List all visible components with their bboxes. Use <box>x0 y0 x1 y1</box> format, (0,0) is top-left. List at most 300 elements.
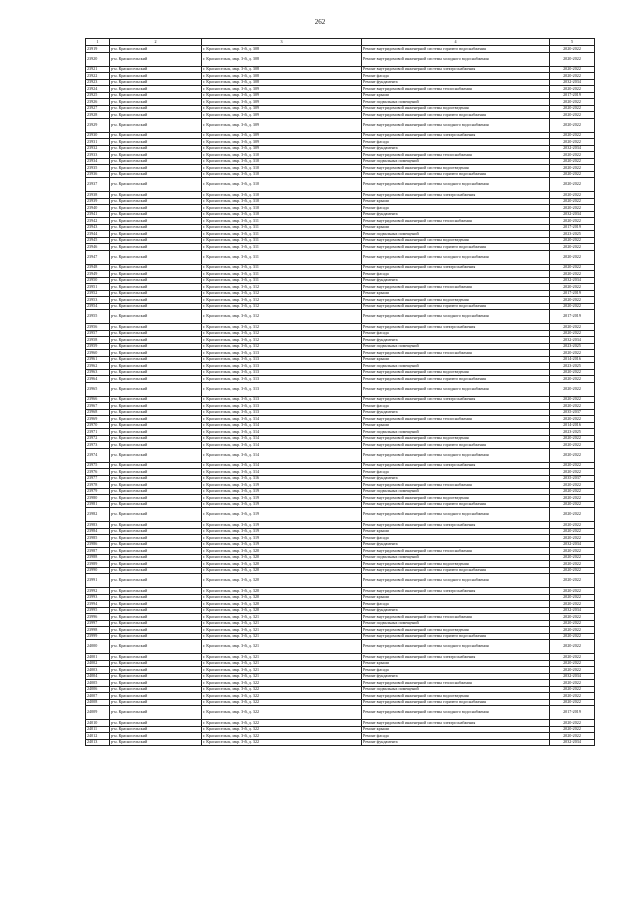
row-number: 23927 <box>86 105 110 112</box>
table-row <box>86 448 595 462</box>
work-type-cell: Ремонт фундамента <box>362 607 550 614</box>
district-cell: р-н. Красносельский <box>110 271 202 278</box>
district-cell: р-н. Красносельский <box>110 475 202 482</box>
address-cell: г. Красносельск, мкр. 3-й, д. 312 <box>202 290 362 297</box>
work-type-cell: Ремонт фасада <box>362 667 550 674</box>
address-cell: г. Красносельск, мкр. 3-й, д. 312 <box>202 284 362 291</box>
period-cell: 2020-2022 <box>550 139 595 146</box>
work-type-cell: Ремонт фасада <box>362 535 550 542</box>
period-cell: 2020-2022 <box>550 66 595 73</box>
work-type-cell: Ремонт внутридомовой инженерной системы теплоснабжения <box>362 680 550 687</box>
district-cell: р-н. Красносельский <box>110 567 202 574</box>
row-number: 23955 <box>86 310 110 324</box>
district-cell: р-н. Красносельский <box>110 369 202 376</box>
period-cell: 2020-2022 <box>550 462 595 469</box>
period-cell: 2020-2022 <box>550 198 595 205</box>
period-cell: 2020-2022 <box>550 640 595 654</box>
district-cell: р-н. Красносельский <box>110 614 202 621</box>
row-number: 23999 <box>86 633 110 640</box>
period-cell: 2020-2022 <box>550 73 595 80</box>
district-cell: р-н. Красносельский <box>110 324 202 331</box>
address-cell: г. Красносельск, мкр. 3-й, д. 322 <box>202 706 362 720</box>
row-number: 23960 <box>86 350 110 357</box>
work-type-cell: Ремонт внутридомовой инженерной системы электроснабжения <box>362 264 550 271</box>
district-cell: р-н. Красносельский <box>110 435 202 442</box>
address-cell: г. Красносельск, мкр. 3-й, д. 321 <box>202 640 362 654</box>
district-cell: р-н. Красносельский <box>110 86 202 93</box>
district-cell: р-н. Красносельский <box>110 601 202 608</box>
period-cell: 2023-2025 <box>550 429 595 436</box>
period-cell: 2020-2022 <box>550 733 595 740</box>
row-number: 24005 <box>86 680 110 687</box>
address-cell: г. Красносельск, мкр. 3-й, д. 313 <box>202 356 362 363</box>
row-number: 24003 <box>86 667 110 674</box>
work-type-cell: Ремонт внутридомовой инженерной системы водоотведения <box>362 627 550 634</box>
row-number: 23986 <box>86 541 110 548</box>
row-number: 24009 <box>86 706 110 720</box>
row-number: 23967 <box>86 403 110 410</box>
address-cell: г. Красносельск, мкр. 3-й, д. 322 <box>202 686 362 693</box>
period-cell: 2020-2022 <box>550 303 595 310</box>
district-cell: р-н. Красносельский <box>110 706 202 720</box>
row-number: 23940 <box>86 205 110 212</box>
work-type-cell: Ремонт внутридомовой инженерной системы электроснабжения <box>362 654 550 661</box>
period-cell: 2020-2022 <box>550 271 595 278</box>
row-number: 23951 <box>86 284 110 291</box>
period-cell: 2020-2022 <box>550 574 595 588</box>
address-cell: г. Красносельск, мкр. 3-й, д. 312 <box>202 330 362 337</box>
address-cell: г. Красносельск, мкр. 3-й, д. 322 <box>202 720 362 727</box>
work-type-cell: Ремонт подвальных помещений <box>362 363 550 370</box>
address-cell: г. Красносельск, мкр. 3-й, д. 311 <box>202 231 362 238</box>
district-cell: р-н. Красносельский <box>110 92 202 99</box>
address-cell: г. Красносельск, мкр. 3-й, д. 308 <box>202 46 362 53</box>
address-cell: г. Красносельск, мкр. 3-й, д. 311 <box>202 264 362 271</box>
district-cell: р-н. Красносельский <box>110 620 202 627</box>
district-cell: р-н. Красносельский <box>110 726 202 733</box>
work-type-cell: Ремонт внутридомовой инженерной системы горячего водоснабжения <box>362 567 550 574</box>
period-cell: 2020-2022 <box>550 237 595 244</box>
district-cell: р-н. Красносельский <box>110 310 202 324</box>
address-cell: г. Красносельск, мкр. 3-й, д. 311 <box>202 250 362 264</box>
address-cell: г. Красносельск, мкр. 3-й, д. 310 <box>202 211 362 218</box>
row-number: 23929 <box>86 118 110 132</box>
period-cell: 2020-2022 <box>550 554 595 561</box>
table-row <box>86 706 595 720</box>
row-number: 23968 <box>86 409 110 416</box>
work-type-cell: Ремонт внутридомовой инженерной системы водоотведения <box>362 495 550 502</box>
address-cell: г. Красносельск, мкр. 3-й, д. 310 <box>202 178 362 192</box>
period-cell: 2020-2022 <box>550 435 595 442</box>
table-row <box>86 508 595 522</box>
work-type-cell: Ремонт внутридомовой инженерной системы электроснабжения <box>362 132 550 139</box>
row-number: 23977 <box>86 475 110 482</box>
district-cell: р-н. Красносельский <box>110 633 202 640</box>
address-cell: г. Красносельск, мкр. 3-й, д. 320 <box>202 601 362 608</box>
period-cell: 2032-2034 <box>550 211 595 218</box>
address-cell: г. Красносельск, мкр. 3-й, д. 319 <box>202 535 362 542</box>
row-number: 23934 <box>86 158 110 165</box>
row-number: 23963 <box>86 369 110 376</box>
period-cell: 2020-2022 <box>550 726 595 733</box>
row-number: 23983 <box>86 522 110 529</box>
address-cell: г. Красносельск, мкр. 3-й, д. 322 <box>202 739 362 746</box>
row-number: 23932 <box>86 145 110 152</box>
work-type-cell: Ремонт фасада <box>362 601 550 608</box>
address-cell: г. Красносельск, мкр. 3-й, д. 322 <box>202 699 362 706</box>
column-header: 2 <box>110 39 202 46</box>
table-header-row <box>86 39 595 46</box>
district-cell: р-н. Красносельский <box>110 739 202 746</box>
district-cell: р-н. Красносельский <box>110 46 202 53</box>
district-cell: р-н. Красносельский <box>110 73 202 80</box>
address-cell: г. Красносельск, мкр. 3-й, д. 322 <box>202 733 362 740</box>
address-cell: г. Красносельск, мкр. 3-й, д. 312 <box>202 343 362 350</box>
address-cell: г. Красносельск, мкр. 3-й, д. 319 <box>202 488 362 495</box>
row-number: 23931 <box>86 139 110 146</box>
period-cell: 2020-2022 <box>550 693 595 700</box>
period-cell: 2020-2022 <box>550 614 595 621</box>
district-cell: р-н. Красносельский <box>110 244 202 251</box>
district-cell: р-н. Красносельский <box>110 205 202 212</box>
district-cell: р-н. Красносельский <box>110 112 202 119</box>
address-cell: г. Красносельск, мкр. 3-й, д. 311 <box>202 277 362 284</box>
period-cell: 2032-2034 <box>550 79 595 86</box>
period-cell: 2020-2022 <box>550 495 595 502</box>
address-cell: г. Красносельск, мкр. 3-й, д. 311 <box>202 271 362 278</box>
work-type-cell: Ремонт внутридомовой инженерной системы теплоснабжения <box>362 482 550 489</box>
address-cell: г. Красносельск, мкр. 3-й, д. 310 <box>202 158 362 165</box>
work-type-cell: Ремонт крыши <box>362 224 550 231</box>
district-cell: р-н. Красносельский <box>110 139 202 146</box>
work-type-cell: Ремонт внутридомовой инженерной системы водоотведения <box>362 693 550 700</box>
period-cell: 2020-2022 <box>550 588 595 595</box>
work-type-cell: Ремонт внутридомовой инженерной системы холодного водоснабжения <box>362 310 550 324</box>
row-number: 23975 <box>86 462 110 469</box>
work-type-cell: Ремонт фундамента <box>362 409 550 416</box>
work-type-cell: Ремонт подвальных помещений <box>362 429 550 436</box>
row-number: 24006 <box>86 686 110 693</box>
row-number: 23962 <box>86 363 110 370</box>
period-cell: 2017-2019 <box>550 92 595 99</box>
table-row <box>86 382 595 396</box>
period-cell: 2020-2022 <box>550 469 595 476</box>
address-cell: г. Красносельск, мкр. 3-й, д. 312 <box>202 303 362 310</box>
period-cell: 2020-2022 <box>550 192 595 199</box>
work-type-cell: Ремонт внутридомовой инженерной системы электроснабжения <box>362 396 550 403</box>
work-type-cell: Ремонт подвальных помещений <box>362 554 550 561</box>
district-cell: р-н. Красносельский <box>110 376 202 383</box>
period-cell: 2023-2025 <box>550 343 595 350</box>
district-cell: р-н. Красносельский <box>110 337 202 344</box>
work-type-cell: Ремонт фасада <box>362 205 550 212</box>
row-number: 23980 <box>86 495 110 502</box>
address-cell: г. Красносельск, мкр. 3-й, д. 313 <box>202 369 362 376</box>
district-cell: р-н. Красносельский <box>110 382 202 396</box>
work-type-cell: Ремонт подвальных помещений <box>362 686 550 693</box>
period-cell: 2020-2022 <box>550 99 595 106</box>
row-number: 23979 <box>86 488 110 495</box>
district-cell: р-н. Красносельский <box>110 673 202 680</box>
row-number: 23961 <box>86 356 110 363</box>
period-cell: 2020-2022 <box>550 535 595 542</box>
address-cell: г. Красносельск, мкр. 3-й, д. 320 <box>202 574 362 588</box>
row-number: 23997 <box>86 620 110 627</box>
district-cell: р-н. Красносельский <box>110 158 202 165</box>
address-cell: г. Красносельск, мкр. 3-й, д. 310 <box>202 205 362 212</box>
work-type-cell: Ремонт внутридомовой инженерной системы электроснабжения <box>362 192 550 199</box>
row-number: 23950 <box>86 277 110 284</box>
address-cell: г. Красносельск, мкр. 3-й, д. 309 <box>202 145 362 152</box>
row-number: 23966 <box>86 396 110 403</box>
district-cell: р-н. Красносельский <box>110 264 202 271</box>
row-number: 23949 <box>86 271 110 278</box>
row-number: 24004 <box>86 673 110 680</box>
address-cell: г. Красносельск, мкр. 3-й, д. 314 <box>202 435 362 442</box>
address-cell: г. Красносельск, мкр. 3-й, д. 321 <box>202 620 362 627</box>
address-cell: г. Красносельск, мкр. 3-й, д. 309 <box>202 139 362 146</box>
district-cell: р-н. Красносельский <box>110 720 202 727</box>
row-number: 24010 <box>86 720 110 727</box>
district-cell: р-н. Красносельский <box>110 522 202 529</box>
period-cell: 2020-2022 <box>550 382 595 396</box>
address-cell: г. Красносельск, мкр. 3-й, д. 313 <box>202 382 362 396</box>
work-type-cell: Ремонт внутридомовой инженерной системы холодного водоснабжения <box>362 448 550 462</box>
row-number: 23995 <box>86 607 110 614</box>
address-cell: г. Красносельск, мкр. 3-й, д. 312 <box>202 324 362 331</box>
district-cell: р-н. Красносельский <box>110 250 202 264</box>
period-cell: 2032-2034 <box>550 739 595 746</box>
row-number: 23941 <box>86 211 110 218</box>
district-cell: р-н. Красносельский <box>110 79 202 86</box>
row-number: 23933 <box>86 152 110 159</box>
address-cell: г. Красносельск, мкр. 3-й, д. 312 <box>202 310 362 324</box>
work-type-cell: Ремонт подвальных помещений <box>362 231 550 238</box>
address-cell: г. Красносельск, мкр. 3-й, д. 313 <box>202 376 362 383</box>
row-number: 23930 <box>86 132 110 139</box>
work-type-cell: Ремонт внутридомовой инженерной системы холодного водоснабжения <box>362 574 550 588</box>
period-cell: 2032-2034 <box>550 673 595 680</box>
period-cell: 2017-2019 <box>550 310 595 324</box>
work-type-cell: Ремонт внутридомовой инженерной системы электроснабжения <box>362 324 550 331</box>
period-cell: 2020-2022 <box>550 330 595 337</box>
address-cell: г. Красносельск, мкр. 3-й, д. 311 <box>202 244 362 251</box>
district-cell: р-н. Красносельский <box>110 330 202 337</box>
district-cell: р-н. Красносельский <box>110 448 202 462</box>
district-cell: р-н. Красносельский <box>110 290 202 297</box>
address-cell: г. Красносельск, мкр. 3-й, д. 314 <box>202 416 362 423</box>
row-number: 23946 <box>86 244 110 251</box>
work-type-cell: Ремонт внутридомовой инженерной системы холодного водоснабжения <box>362 382 550 396</box>
address-cell: г. Красносельск, мкр. 3-й, д. 314 <box>202 469 362 476</box>
address-cell: г. Красносельск, мкр. 3-й, д. 319 <box>202 528 362 535</box>
table-row <box>86 178 595 192</box>
period-cell: 2020-2022 <box>550 620 595 627</box>
work-type-cell: Ремонт внутридомовой инженерной системы холодного водоснабжения <box>362 508 550 522</box>
address-cell: г. Красносельск, мкр. 3-й, д. 308 <box>202 79 362 86</box>
district-cell: р-н. Красносельский <box>110 488 202 495</box>
district-cell: р-н. Красносельский <box>110 396 202 403</box>
address-cell: г. Красносельск, мкр. 3-й, д. 319 <box>202 482 362 489</box>
page-number: 262 <box>314 18 326 26</box>
row-number: 23971 <box>86 429 110 436</box>
work-type-cell: Ремонт внутридомовой инженерной системы водоотведения <box>362 105 550 112</box>
period-cell: 2023-2025 <box>550 363 595 370</box>
address-cell: г. Красносельск, мкр. 3-й, д. 311 <box>202 218 362 225</box>
row-number: 23936 <box>86 171 110 178</box>
period-cell: 2020-2022 <box>550 501 595 508</box>
period-cell: 2020-2022 <box>550 324 595 331</box>
work-type-cell: Ремонт внутридомовой инженерной системы горячего водоснабжения <box>362 633 550 640</box>
row-number: 23990 <box>86 567 110 574</box>
repair-schedule-table <box>85 38 595 746</box>
row-number: 23994 <box>86 601 110 608</box>
period-cell: 2020-2022 <box>550 112 595 119</box>
address-cell: г. Красносельск, мкр. 3-й, д. 308 <box>202 73 362 80</box>
row-number: 23921 <box>86 66 110 73</box>
period-cell: 2020-2022 <box>550 205 595 212</box>
row-number: 23954 <box>86 303 110 310</box>
address-cell: г. Красносельск, мкр. 3-й, д. 320 <box>202 607 362 614</box>
work-type-cell: Ремонт внутридомовой инженерной системы теплоснабжения <box>362 548 550 555</box>
address-cell: г. Красносельск, мкр. 3-й, д. 310 <box>202 152 362 159</box>
district-cell: р-н. Красносельский <box>110 501 202 508</box>
row-number: 23965 <box>86 382 110 396</box>
address-cell: г. Красносельск, мкр. 3-й, д. 313 <box>202 363 362 370</box>
column-header: 5 <box>550 39 595 46</box>
period-cell: 2023-2025 <box>550 231 595 238</box>
period-cell: 2032-2034 <box>550 541 595 548</box>
work-type-cell: Ремонт внутридомовой инженерной системы холодного водоснабжения <box>362 178 550 192</box>
row-number: 23969 <box>86 416 110 423</box>
work-type-cell: Ремонт крыши <box>362 92 550 99</box>
district-cell: р-н. Красносельский <box>110 303 202 310</box>
work-type-cell: Ремонт фундамента <box>362 277 550 284</box>
period-cell: 2035-2037 <box>550 475 595 482</box>
row-number: 24007 <box>86 693 110 700</box>
work-type-cell: Ремонт внутридомовой инженерной системы теплоснабжения <box>362 86 550 93</box>
work-type-cell: Ремонт внутридомовой инженерной системы холодного водоснабжения <box>362 640 550 654</box>
work-type-cell: Ремонт внутридомовой инженерной системы водоотведения <box>362 561 550 568</box>
district-cell: р-н. Красносельский <box>110 350 202 357</box>
address-cell: г. Красносельск, мкр. 3-й, д. 320 <box>202 594 362 601</box>
period-cell: 2020-2022 <box>550 686 595 693</box>
work-type-cell: Ремонт внутридомовой инженерной системы электроснабжения <box>362 588 550 595</box>
period-cell: 2020-2022 <box>550 416 595 423</box>
row-number: 23972 <box>86 435 110 442</box>
address-cell: г. Красносельск, мкр. 3-й, д. 310 <box>202 165 362 172</box>
period-cell: 2020-2022 <box>550 297 595 304</box>
row-number: 23988 <box>86 554 110 561</box>
work-type-cell: Ремонт внутридомовой инженерной системы холодного водоснабжения <box>362 52 550 66</box>
table-row <box>86 118 595 132</box>
district-cell: р-н. Красносельский <box>110 660 202 667</box>
address-cell: г. Красносельск, мкр. 3-й, д. 320 <box>202 554 362 561</box>
address-cell: г. Красносельск, мкр. 3-й, д. 314 <box>202 442 362 449</box>
period-cell: 2020-2022 <box>550 132 595 139</box>
row-number: 24011 <box>86 726 110 733</box>
district-cell: р-н. Красносельский <box>110 699 202 706</box>
work-type-cell: Ремонт крыши <box>362 422 550 429</box>
row-number: 23985 <box>86 535 110 542</box>
period-cell: 2032-2034 <box>550 337 595 344</box>
district-cell: р-н. Красносельский <box>110 607 202 614</box>
district-cell: р-н. Красносельский <box>110 284 202 291</box>
work-type-cell: Ремонт фасада <box>362 271 550 278</box>
row-number: 23973 <box>86 442 110 449</box>
row-number: 24000 <box>86 640 110 654</box>
work-type-cell: Ремонт крыши <box>362 356 550 363</box>
row-number: 23945 <box>86 237 110 244</box>
period-cell: 2020-2022 <box>550 118 595 132</box>
table-row <box>86 250 595 264</box>
row-number: 24013 <box>86 739 110 746</box>
row-number: 23952 <box>86 290 110 297</box>
district-cell: р-н. Красносельский <box>110 528 202 535</box>
period-cell: 2020-2022 <box>550 376 595 383</box>
work-type-cell: Ремонт внутридомовой инженерной системы горячего водоснабжения <box>362 376 550 383</box>
work-type-cell: Ремонт подвальных помещений <box>362 620 550 627</box>
work-type-cell: Ремонт внутридомовой инженерной системы холодного водоснабжения <box>362 706 550 720</box>
district-cell: р-н. Красносельский <box>110 667 202 674</box>
address-cell: г. Красносельск, мкр. 3-й, д. 312 <box>202 297 362 304</box>
address-cell: г. Красносельск, мкр. 3-й, д. 321 <box>202 660 362 667</box>
work-type-cell: Ремонт внутридомовой инженерной системы горячего водоснабжения <box>362 244 550 251</box>
row-number: 24012 <box>86 733 110 740</box>
work-type-cell: Ремонт внутридомовой инженерной системы холодного водоснабжения <box>362 118 550 132</box>
row-number: 23956 <box>86 324 110 331</box>
district-cell: р-н. Красносельский <box>110 442 202 449</box>
period-cell: 2020-2022 <box>550 567 595 574</box>
work-type-cell: Ремонт внутридомовой инженерной системы горячего водоснабжения <box>362 171 550 178</box>
district-cell: р-н. Красносельский <box>110 198 202 205</box>
district-cell: р-н. Красносельский <box>110 627 202 634</box>
row-number: 23970 <box>86 422 110 429</box>
work-type-cell: Ремонт внутридомовой инженерной системы водоотведения <box>362 165 550 172</box>
row-number: 23982 <box>86 508 110 522</box>
work-type-cell: Ремонт внутридомовой инженерной системы электроснабжения <box>362 720 550 727</box>
district-cell: р-н. Красносельский <box>110 192 202 199</box>
period-cell: 2020-2022 <box>550 680 595 687</box>
period-cell: 2017-2019 <box>550 706 595 720</box>
row-number: 23920 <box>86 52 110 66</box>
district-cell: р-н. Красносельский <box>110 356 202 363</box>
address-cell: г. Красносельск, мкр. 3-й, д. 312 <box>202 337 362 344</box>
work-type-cell: Ремонт фундамента <box>362 79 550 86</box>
work-type-cell: Ремонт фасада <box>362 403 550 410</box>
period-cell: 2020-2022 <box>550 528 595 535</box>
address-cell: г. Красносельск, мкр. 3-й, д. 314 <box>202 462 362 469</box>
period-cell: 2020-2022 <box>550 178 595 192</box>
district-cell: р-н. Красносельский <box>110 429 202 436</box>
row-number: 23926 <box>86 99 110 106</box>
work-type-cell: Ремонт фундамента <box>362 541 550 548</box>
row-number: 23942 <box>86 218 110 225</box>
row-number: 23922 <box>86 73 110 80</box>
address-cell: г. Красносельск, мкр. 3-й, д. 310 <box>202 192 362 199</box>
district-cell: р-н. Красносельский <box>110 541 202 548</box>
district-cell: р-н. Красносельский <box>110 548 202 555</box>
row-number: 23919 <box>86 46 110 53</box>
work-type-cell: Ремонт фундамента <box>362 211 550 218</box>
address-cell: г. Красносельск, мкр. 3-й, д. 313 <box>202 409 362 416</box>
period-cell: 2014-2016 <box>550 356 595 363</box>
district-cell: р-н. Красносельский <box>110 680 202 687</box>
row-number: 23978 <box>86 482 110 489</box>
district-cell: р-н. Красносельский <box>110 594 202 601</box>
row-number: 24001 <box>86 654 110 661</box>
address-cell: г. Красносельск, мкр. 3-й, д. 308 <box>202 52 362 66</box>
